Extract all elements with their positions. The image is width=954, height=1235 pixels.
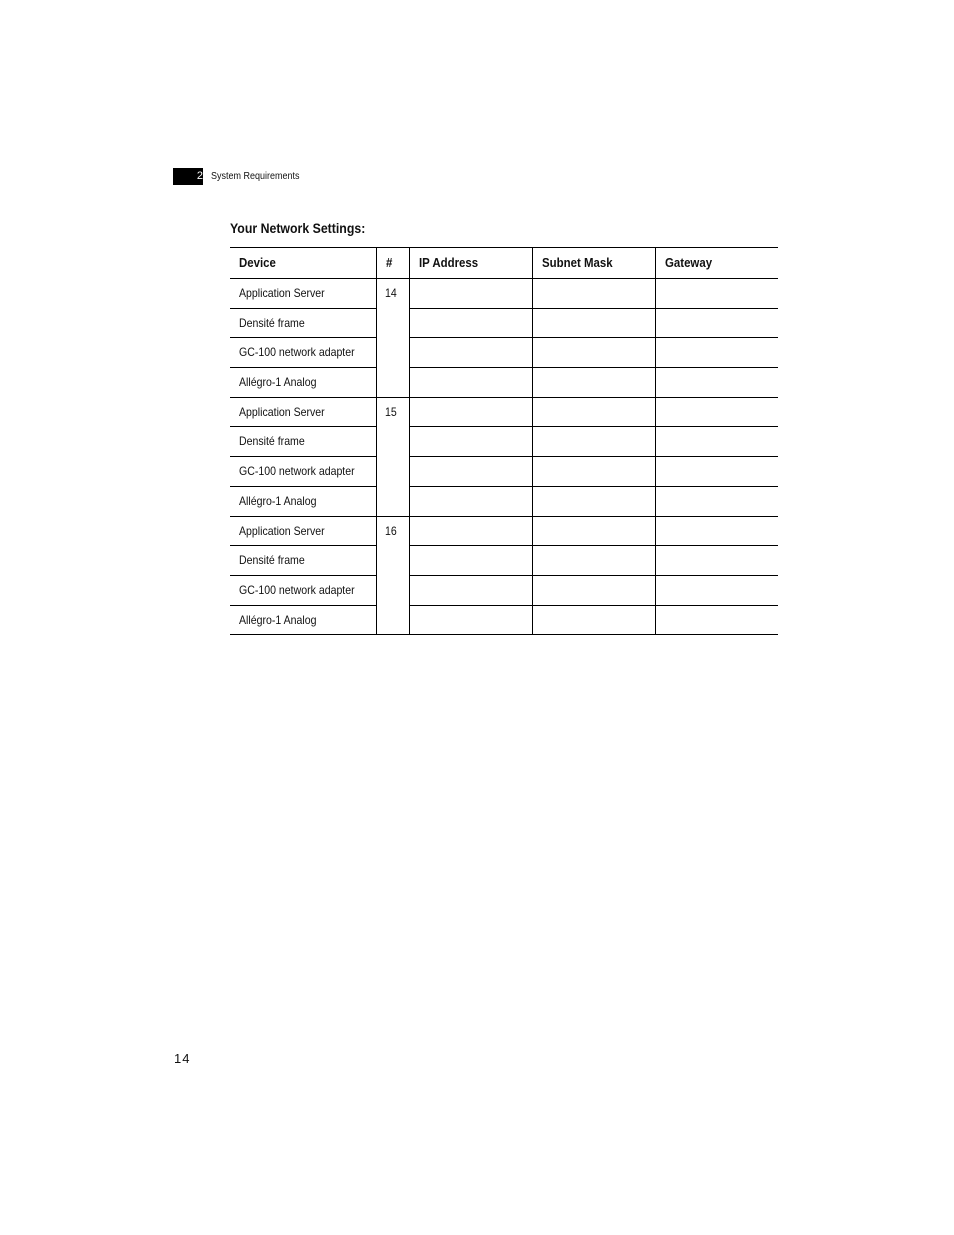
section-heading: Your Network Settings:	[230, 220, 366, 236]
gateway-cell[interactable]	[655, 575, 778, 605]
gateway-cell[interactable]	[655, 368, 778, 398]
table-row	[230, 308, 778, 338]
page-number: 14	[174, 1051, 191, 1066]
device-cell: Allégro-1 Analog	[230, 486, 376, 516]
subnet-mask-cell[interactable]	[532, 338, 655, 368]
gateway-cell[interactable]	[655, 486, 778, 516]
table-row	[230, 427, 778, 457]
column-header-gateway: Gateway	[655, 248, 778, 279]
gateway-cell[interactable]	[655, 338, 778, 368]
subnet-mask-cell[interactable]	[532, 575, 655, 605]
table-row	[230, 516, 778, 546]
ip-address-cell[interactable]	[409, 279, 532, 309]
table-row	[230, 279, 778, 309]
ip-address-cell[interactable]	[409, 397, 532, 427]
table-row	[230, 368, 778, 398]
gateway-cell[interactable]	[655, 308, 778, 338]
ip-address-cell[interactable]	[409, 368, 532, 398]
device-cell: Application Server	[230, 397, 376, 427]
subnet-mask-cell[interactable]	[532, 427, 655, 457]
subnet-mask-cell[interactable]	[532, 368, 655, 398]
ip-address-cell[interactable]	[409, 427, 532, 457]
gateway-cell[interactable]	[655, 457, 778, 487]
table-row	[230, 338, 778, 368]
device-cell: Allégro-1 Analog	[230, 368, 376, 398]
table-header-row	[230, 248, 778, 279]
subnet-mask-cell[interactable]	[532, 397, 655, 427]
subnet-mask-cell[interactable]	[532, 605, 655, 635]
subnet-mask-cell[interactable]	[532, 516, 655, 546]
column-header-ip-address: IP Address	[409, 248, 532, 279]
ip-address-cell[interactable]	[409, 486, 532, 516]
device-cell: Densité frame	[230, 546, 376, 576]
ip-address-cell[interactable]	[409, 457, 532, 487]
device-cell: Application Server	[230, 279, 376, 309]
device-cell: Densité frame	[230, 308, 376, 338]
gateway-cell[interactable]	[655, 279, 778, 309]
chapter-number: 2	[196, 170, 203, 182]
gateway-cell[interactable]	[655, 397, 778, 427]
ip-address-cell[interactable]	[409, 308, 532, 338]
column-header-number: #	[376, 248, 409, 279]
device-cell: GC-100 network adapter	[230, 457, 376, 487]
subnet-mask-cell[interactable]	[532, 457, 655, 487]
ip-address-cell[interactable]	[409, 516, 532, 546]
ip-address-cell[interactable]	[409, 575, 532, 605]
device-cell: Densité frame	[230, 427, 376, 457]
subnet-mask-cell[interactable]	[532, 308, 655, 338]
subnet-mask-cell[interactable]	[532, 486, 655, 516]
table-row	[230, 605, 778, 635]
network-settings-table	[230, 247, 778, 635]
ip-address-cell[interactable]	[409, 605, 532, 635]
device-cell: Allégro-1 Analog	[230, 605, 376, 635]
column-header-device: Device	[230, 248, 376, 279]
ip-address-cell[interactable]	[409, 338, 532, 368]
group-number-cell: 14	[376, 279, 409, 398]
device-cell: GC-100 network adapter	[230, 338, 376, 368]
table-row	[230, 575, 778, 605]
subnet-mask-cell[interactable]	[532, 279, 655, 309]
column-header-subnet-mask: Subnet Mask	[532, 248, 655, 279]
group-number-cell: 16	[376, 516, 409, 635]
gateway-cell[interactable]	[655, 605, 778, 635]
gateway-cell[interactable]	[655, 546, 778, 576]
table-row	[230, 457, 778, 487]
gateway-cell[interactable]	[655, 516, 778, 546]
subnet-mask-cell[interactable]	[532, 546, 655, 576]
ip-address-cell[interactable]	[409, 546, 532, 576]
device-cell: GC-100 network adapter	[230, 575, 376, 605]
running-header: System Requirements	[211, 171, 300, 182]
chapter-tab	[173, 168, 203, 185]
table-row	[230, 546, 778, 576]
table-row	[230, 486, 778, 516]
device-cell: Application Server	[230, 516, 376, 546]
table-row	[230, 397, 778, 427]
gateway-cell[interactable]	[655, 427, 778, 457]
group-number-cell: 15	[376, 397, 409, 516]
